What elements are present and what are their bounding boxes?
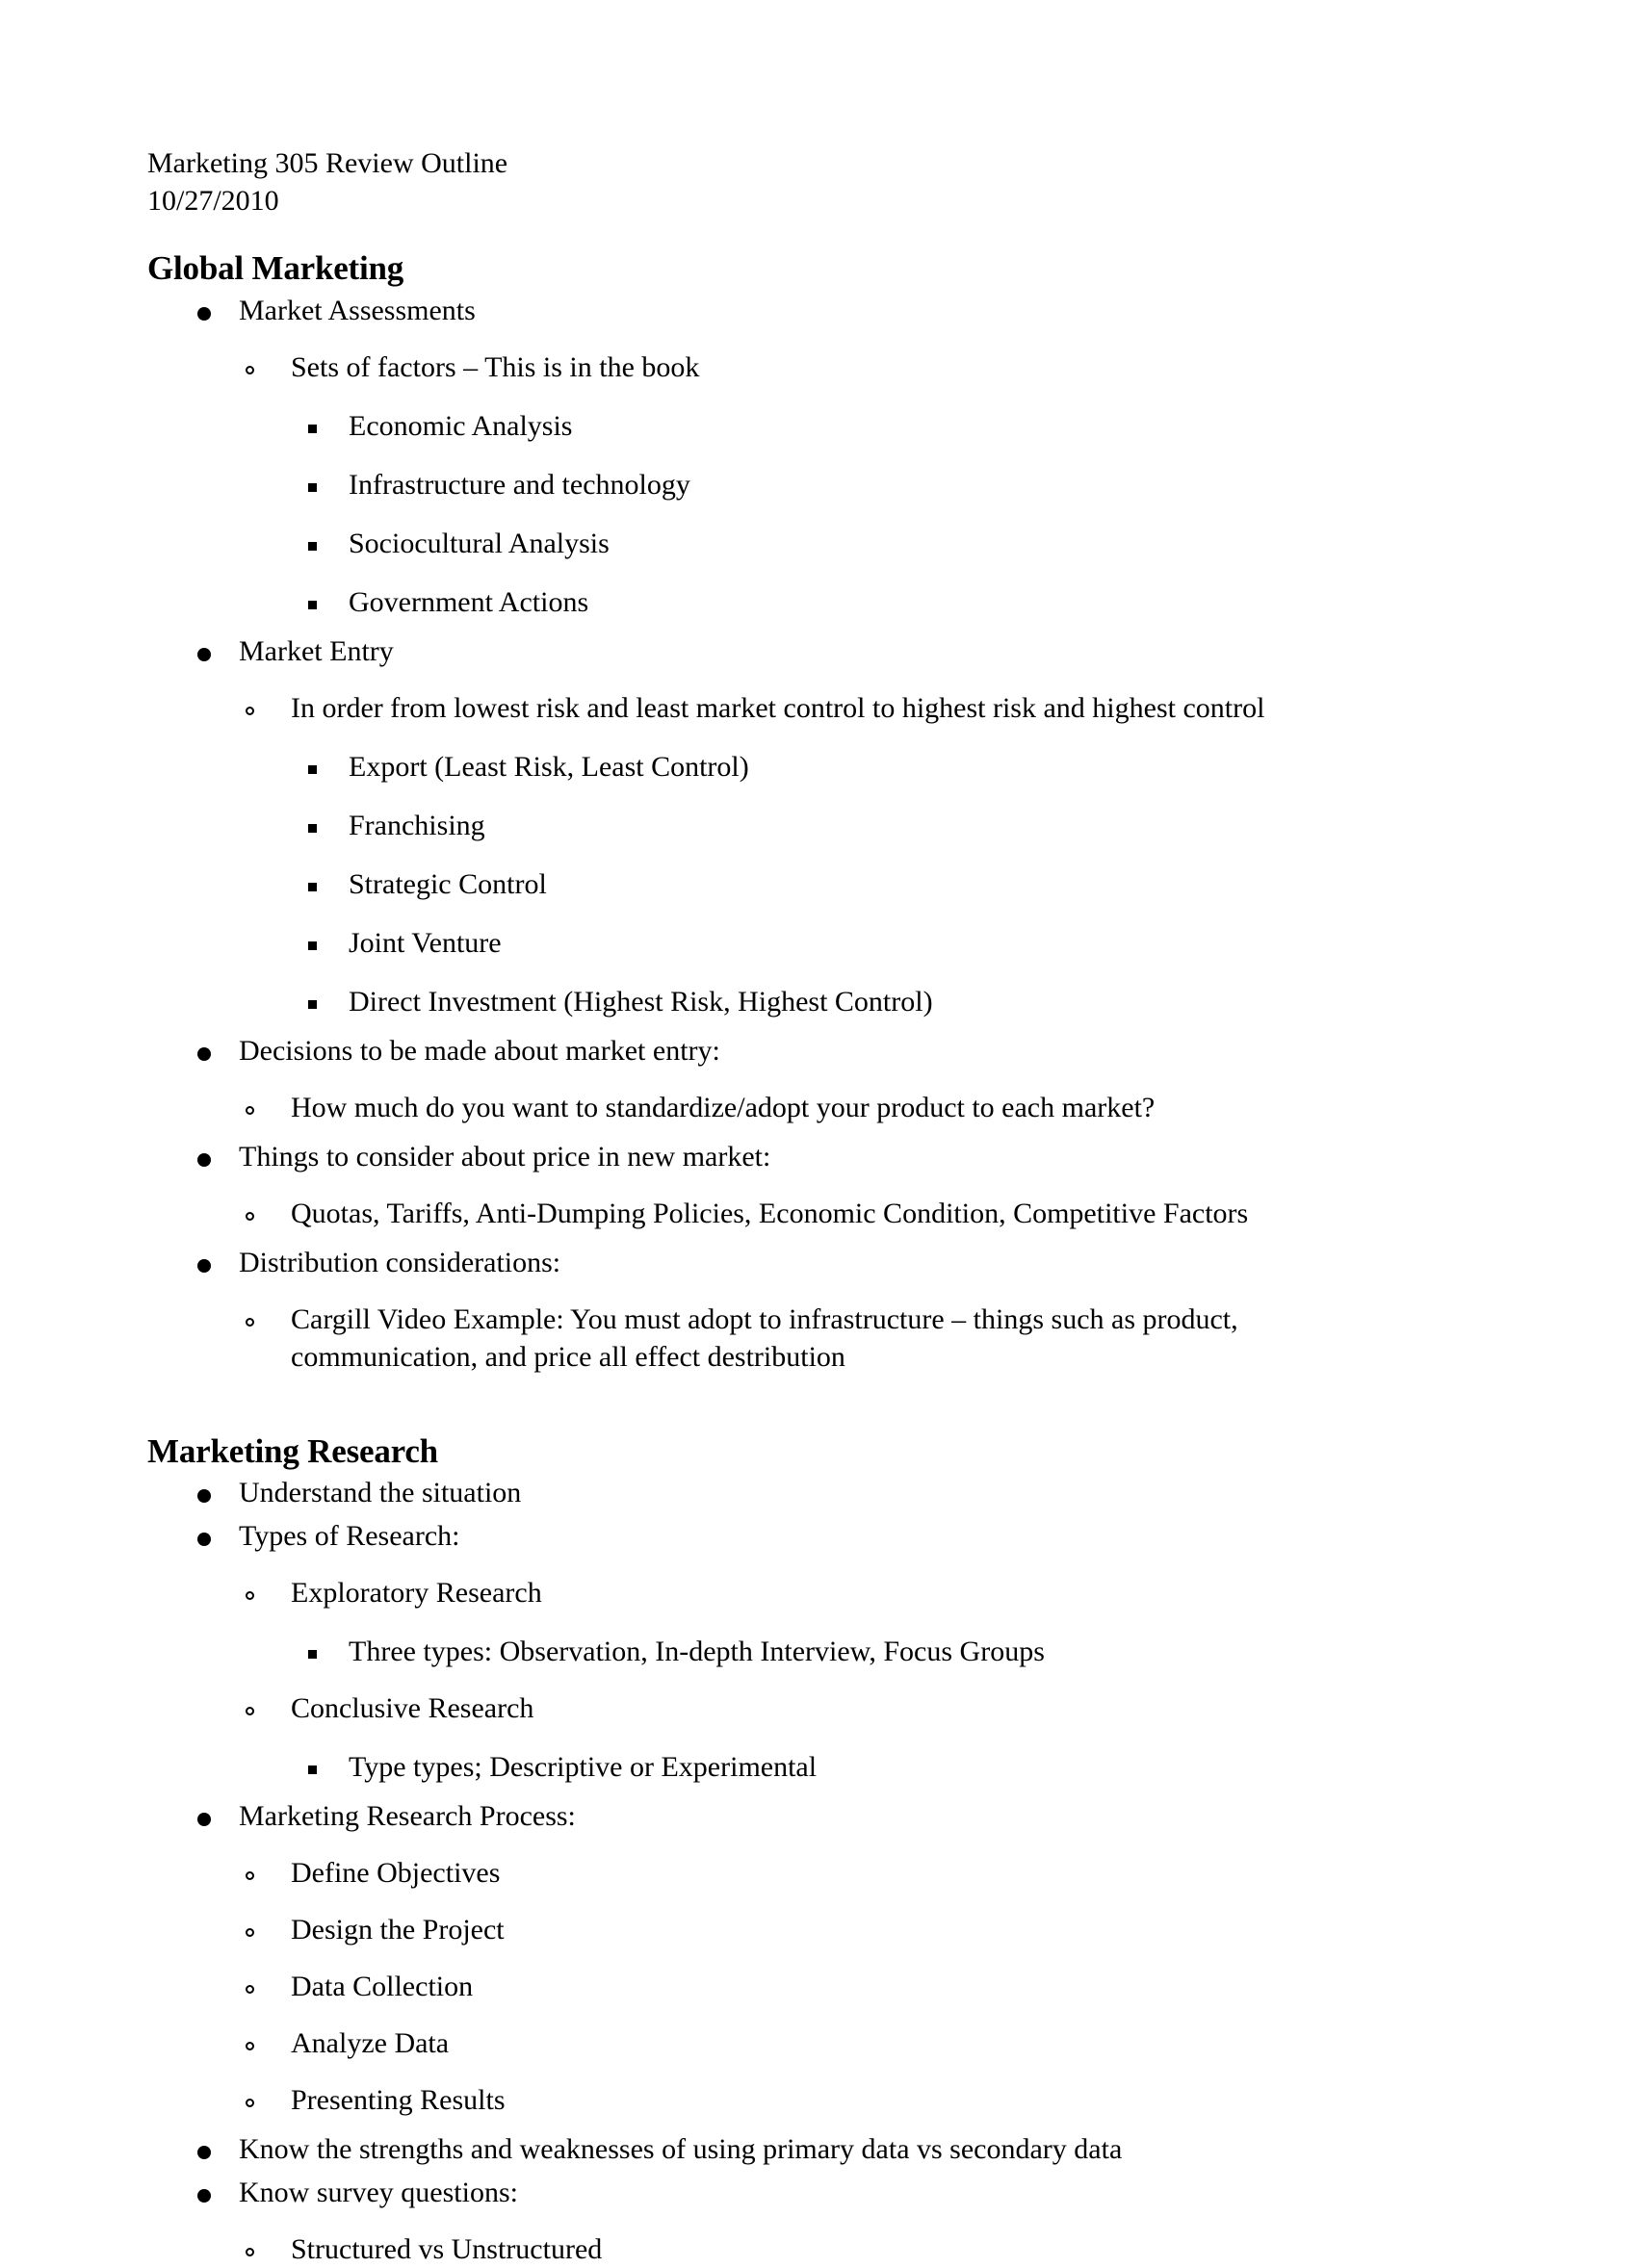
outline-text: Economic Analysis (349, 409, 573, 442)
outline-text: Conclusive Research (291, 1692, 534, 1725)
square-bullet-icon (308, 1765, 317, 1774)
list-item (144, 1797, 1416, 1835)
disc-bullet-icon (197, 2189, 211, 2203)
list-item (144, 1689, 1416, 1727)
disc-bullet-icon (197, 1813, 211, 1826)
outline-text: Infrastructure and technology (349, 468, 690, 501)
outline-text: Presenting Results (291, 2084, 506, 2117)
list-item (144, 407, 1416, 445)
list-item (144, 983, 1416, 1020)
list-item (144, 525, 1416, 562)
square-bullet-icon (308, 824, 317, 833)
list-item (144, 348, 1416, 386)
outline-text: Decisions to be made about market entry: (239, 1034, 720, 1067)
circle-bullet-icon (246, 1212, 254, 1221)
outline-marketing-research (144, 1474, 1416, 2268)
outline-text: Analyze Data (291, 2027, 450, 2060)
list-item (144, 1517, 1416, 1555)
outline-text: Sets of factors – This is in the book (291, 350, 700, 383)
list-item (144, 466, 1416, 503)
list-item (144, 1089, 1416, 1126)
circle-bullet-icon (246, 1591, 254, 1600)
list-item (144, 292, 1416, 329)
list-item (144, 2130, 1416, 2168)
circle-bullet-icon (246, 1928, 254, 1937)
list-item (144, 632, 1416, 670)
list-item (144, 1195, 1416, 1232)
list-item (144, 1138, 1416, 1175)
list-item (144, 1574, 1416, 1611)
outline-text: Understand the situation (239, 1477, 522, 1509)
outline-text: Define Objectives (291, 1857, 501, 1890)
disc-bullet-icon (197, 2146, 211, 2159)
list-item (144, 1854, 1416, 1892)
outline-text: Sociocultural Analysis (349, 527, 610, 559)
disc-bullet-icon (197, 648, 211, 661)
circle-bullet-icon (246, 1707, 254, 1715)
list-item (144, 1633, 1416, 1670)
list-item (144, 2081, 1416, 2119)
list-item (144, 924, 1416, 962)
document-date: 10/27/2010 (147, 185, 279, 217)
square-bullet-icon (308, 601, 317, 609)
outline-text: Three types: Observation, In-depth Interview, Focus Groups (349, 1636, 1045, 1668)
circle-bullet-icon (246, 707, 254, 715)
list-item (144, 583, 1416, 621)
square-bullet-icon (308, 1650, 317, 1659)
document-header (147, 144, 1416, 219)
disc-bullet-icon (197, 1153, 211, 1167)
outline-text: Joint Venture (349, 926, 502, 959)
list-item (144, 748, 1416, 786)
outline-text: Market Assessments (239, 294, 476, 326)
list-item (144, 1474, 1416, 1511)
circle-bullet-icon (246, 2042, 254, 2050)
circle-bullet-icon (246, 1106, 254, 1115)
outline-text: Know survey questions: (239, 2177, 518, 2209)
disc-bullet-icon (197, 307, 211, 321)
outline-text: Design the Project (291, 1914, 505, 1946)
outline-text: Structured vs Unstructured (291, 2233, 603, 2266)
square-bullet-icon (308, 941, 317, 950)
outline-text: Know the strengths and weaknesses of using primary data vs secondary data (239, 2133, 1123, 2166)
outline-text: Exploratory Research (291, 1577, 542, 1610)
list-item (144, 1911, 1416, 1948)
section-heading-global-marketing: Global Marketing (147, 249, 404, 287)
outline-text: Types of Research: (239, 1520, 460, 1553)
list-item (144, 2174, 1416, 2211)
outline-text: Strategic Control (349, 867, 547, 900)
list-item (144, 807, 1416, 844)
disc-bullet-icon (197, 1489, 211, 1503)
circle-bullet-icon (246, 366, 254, 374)
outline-text: Cargill Video Example: You must adopt to infrastructure – things such as product, communication, and price all effect destribution (291, 1302, 1238, 1373)
square-bullet-icon (308, 1000, 317, 1009)
outline-text: Marketing Research Process: (239, 1800, 576, 1833)
list-item (144, 865, 1416, 903)
circle-bullet-icon (246, 1985, 254, 1994)
square-bullet-icon (308, 483, 317, 492)
outline-text: Direct Investment (Highest Risk, Highest Control) (349, 985, 933, 1018)
outline-text: Type types; Descriptive or Experimental (349, 1751, 818, 1784)
circle-bullet-icon (246, 1318, 254, 1327)
outline-text: Distribution considerations: (239, 1246, 561, 1278)
list-item (144, 689, 1416, 727)
list-item (144, 1244, 1416, 1281)
square-bullet-icon (308, 425, 317, 433)
outline-text: Data Collection (291, 1971, 474, 2003)
list-item (144, 1301, 1416, 1376)
circle-bullet-icon (246, 1871, 254, 1880)
list-item (144, 2230, 1416, 2268)
disc-bullet-icon (197, 1047, 211, 1061)
disc-bullet-icon (197, 1533, 211, 1546)
list-item (144, 1748, 1416, 1786)
square-bullet-icon (308, 542, 317, 551)
outline-text: Government Actions (349, 585, 589, 618)
circle-bullet-icon (246, 2248, 254, 2256)
outline-text: How much do you want to standardize/adopt your product to each market? (291, 1091, 1156, 1123)
list-item (144, 2024, 1416, 2062)
circle-bullet-icon (246, 2099, 254, 2107)
list-item (144, 1032, 1416, 1070)
outline-text: Market Entry (239, 634, 394, 667)
outline-text: Quotas, Tariffs, Anti-Dumping Policies, Economic Condition, Competitive Factors (291, 1197, 1249, 1229)
outline-global-marketing (144, 292, 1416, 1376)
outline-text: Franchising (349, 809, 485, 841)
outline-text: Things to consider about price in new market: (239, 1140, 771, 1173)
document-title: Marketing 305 Review Outline (147, 147, 508, 179)
square-bullet-icon (308, 883, 317, 891)
disc-bullet-icon (197, 1259, 211, 1273)
square-bullet-icon (308, 765, 317, 774)
outline-text: Export (Least Risk, Least Control) (349, 750, 749, 783)
section-heading-marketing-research: Marketing Research (147, 1431, 438, 1470)
list-item (144, 1968, 1416, 2005)
outline-text: In order from lowest risk and least market control to highest risk and highest control (291, 691, 1265, 724)
